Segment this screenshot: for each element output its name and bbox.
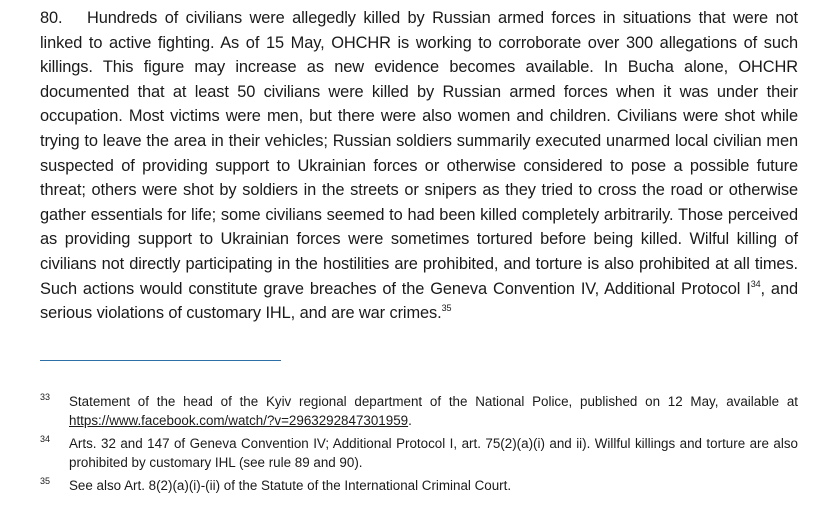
footnote-text: Arts. 32 and 147 of Geneva Convention IV; Additional Protocol I, art. 75(2)(a)(i) and ii). Willful killings and torture are also prohibited by customary IHL (see rule 89 and 90). (69, 436, 798, 470)
paragraph-body-end: , and serious violations of customary IHL, and are war crimes. (40, 279, 798, 323)
footnote-number: 34 (40, 434, 51, 444)
footnote-ref-34[interactable]: 34 (750, 278, 761, 289)
footnote-35 (40, 476, 798, 495)
footnotes-list (40, 392, 798, 499)
footnote-33 (40, 392, 798, 430)
footnote-34 (40, 434, 798, 472)
paragraph-80 (40, 6, 798, 326)
footnote-link[interactable]: https://www.facebook.com/watch/?v=2963292847301959 (69, 413, 409, 428)
footnote-number: 33 (40, 392, 51, 402)
footnote-divider (40, 360, 281, 361)
footnote-number: 35 (40, 476, 51, 486)
footnote-text: See also Art. 8(2)(a)(i)-(ii) of the Statute of the International Criminal Court. (69, 478, 512, 493)
paragraph-number: 80. (40, 9, 63, 27)
footnote-ref-35[interactable]: 35 (441, 303, 452, 314)
footnote-text: Statement of the head of the Kyiv regional department of the National Police, published on 12 May, available at (69, 394, 798, 409)
footnote-text-end: . (408, 413, 412, 428)
paragraph-body: Hundreds of civilians were allegedly killed by Russian armed forces in situations that were not linked to active fighting. As of 15 May, OHCHR is working to corroborate over 300 allegations of such killings. This figure may increase as new evidence becomes available. In Bucha alone, OHCHR documented that at least 50 civilians were killed by Russian armed forces when it was under their occupation. Most victims were men, but there were also women and children. Civilians were shot while trying to leave the area in their vehicles; Russian soldiers summarily executed unarmed local civilian men suspected of providing support to Ukrainian forces or otherwise considered to pose a possible future threat; others were shot by soldiers in the streets or snipers as they tried to cross the road or otherwise gather essentials for life; some civilians seemed to had been killed completely arbitrarily. Those perceived as providing support to Ukrainian forces were sometimes tortured before being killed. Wilful killing of civilians not directly participating in the hostilities are prohibited, and torture is also prohibited at all times. Such actions would constitute grave breaches of the Geneva Convention IV, Additional Protocol I (40, 9, 798, 298)
